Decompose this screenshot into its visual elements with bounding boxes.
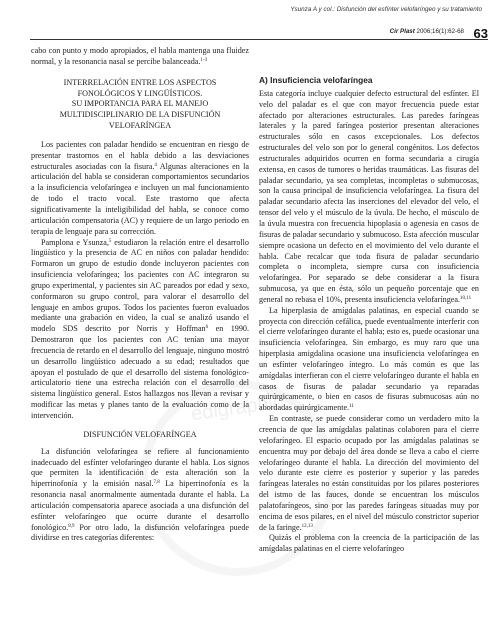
- section-heading-disfuncion: DISFUNCIÓN VELOFARÍNGEA: [83, 429, 197, 439]
- header-rule: [30, 39, 488, 40]
- right-column: [259, 46, 479, 555]
- watermark-logo: edigraphic: [189, 390, 285, 426]
- paragraph: La hiperplasia de amígdalas palatinas, en especial cuando se proyecta con dirección cefálica, puede eventualmente interferir con el cierre velofaríngeo durante el habla; esto es, puede ocasionar una insuficiencia velofaríngea. Sin embargo, es muy raro que una hiperplasia amigdalina ocasione una insuficiencia velofaríngea en un esfínter velofaríngeo íntegro. Lo más común es que las amígdalas interfieran con el cierre velofaríngeo durante el habla en casos de fisuras de paladar secundario ya reparadas quirúrgicamente, o bien en casos de fisuras submucosas aún no abordadas quirúrgicamente.$^{11}$: [259, 305, 479, 413]
- subsection-heading: A) Insuficiencia velofaríngea: [259, 75, 373, 85]
- paragraph: Los pacientes con paladar hendido se encuentran en riesgo de presentar trastornos en el habla debido a las desviaciones estructurales asociadas con la fisura.$^4$ Algunas alteraciones en la articulación del habla se consideran comportamientos secundarios a la insuficiencia velofaríngea e incluyen un mal funcionamiento de todo el tracto vocal. Este trastorno que afecta significativamente la inteligibilidad del habla, se conoce como articulación compensatoria (AC) y requiere de un largo periodo en terapia de lenguaje para su corrección.: [31, 139, 249, 236]
- paragraph: Pamplona e Ysunza,$^5$ estudiaron la relación entre el desarrollo lingüístico y la presencia de AC en niños con paladar hendido: Formaron un grupo de estudio donde incluyeron pacientes con insuficiencia velofaríngea; los pacientes con AC integraron su grupo experimental, y pacientes sin AC pareados por edad y sexo, conformaron su grupo control, para valorar el desarrollo del lenguaje en ambos grupos. Todos los pacientes fueron evaluados mediante una grabación en video, la cual se analizó usando el modelo SDS descrito por Norris y Hoffman$^6$ en 1990. Demostraron que los pacientes con AC tenían una mayor frecuencia de retardo en el desarrollo del lenguaje, ninguno mostró un desarrollo lingüístico adecuado a su edad; resultados que apoyan el postulado de que el desarrollo del sistema fonológico-articulatorio tiene una estrecha relación con el desarrollo del sistema lingüístico general. Estos hallazgos nos llevan a revisar y modificar las metas y planes tanto de la evaluación como de la intervención.: [31, 237, 250, 420]
- left-column: [31, 46, 249, 544]
- journal-citation: [390, 28, 464, 35]
- journal-name: Cir Plast: [389, 28, 415, 35]
- section-heading-interrelacion: INTERRELACIÓN ENTRE LOS ASPECTOS FONOLÓGICOS Y LINGÜÍSTICOS. SU IMPORTANCIA PARA EL MANEJO MULTIDISCIPLINARIO DE LA DISFUNCIÓN VELOFARÍNGEA: [59, 77, 221, 131]
- paragraph: Quizás el problema con la creencia de la participación de las amígdalas palatinas en el cierre velofaríngeo: [259, 533, 479, 554]
- paragraph: cabo con punto y modo apropiados, el habla mantenga una fluidez normal, y la resonancia nasal se percibe balanceada.$^{1-3}$: [31, 46, 249, 66]
- paragraph: Esta categoría incluye cualquier defecto estructural del esfínter. El velo del paladar es el que con mayor frecuencia puede estar afectado por alteraciones estructurales. Las paredes faríngeas laterales y la pared faríngea posterior presentan alteraciones estructurales sólo en casos excepcionales. Los defectos estructurales del velo son por lo general congénitos. Los defectos estructurales adquiridos ocurren en forma secundaria a cirugía extensa, en casos de tumores o heridas traumáticas. Las fisuras del paladar secundario, ya sea completas, incompletas o submucosas, son la causa principal de insuficiencia velofaríngea. La fisura del paladar secundario afecta las inserciones del elevador del velo, el tensor del velo y el músculo de la úvula. De hecho, el músculo de la úvula muestra con frecuencia hipoplasia o agenesia en casos de fisuras de paladar secundario y submucoso. Esta afección muscular siempre ocasiona un defecto en el movimiento del velo durante el habla. Cabe recalcar que toda fisura de paladar secundario completa o incompleta, siempre cursa con insuficiencia velofaríngea. Por separado se debe considerar a la fisura submucosa, ya que en ésta, sólo un pequeño porcentaje que en general no rebasa el 10%, presenta insuficiencia velofaríngea.$^{10,11}$: [259, 88, 479, 304]
- page-number: 63: [473, 26, 488, 41]
- paragraph: La disfunción velofaríngea se refiere al funcionamiento inadecuado del esfínter velofaríngeo durante el habla. Los signos que permiten la identificación de esta alteración son la hiperrinofonía y la emisión nasal.$^{7,8}$ La hiperrinofonía es la resonancia nasal anormalmente aumentada durante el habla. La articulación compensatoria aparece asociada a una disfunción del esfínter velofaríngeo que ocurre durante el desarrollo fonológico.$^{8,9}$ Por otro lado, la disfunción velofaríngea puede dividirse en tres categorías diferentes:: [31, 446, 249, 543]
- citation-details: 2006;16(1):62-68: [416, 28, 464, 35]
- paragraph: En contraste, se puede considerar como un verdadero mito la creencia de que las amígdalas palatinas colaboren para el cierre velofaríngeo. El espacio ocupado por las amígdalas palatinas se encuentra muy por debajo del área donde se lleva a cabo el cierre velofaríngeo durante el habla. La dirección del movimiento del velo durante este cierre es posterior y superior y las paredes faríngeas laterales no están constituidas por los pilares posteriores del istmo de las fauces, donde se encuentran los músculos palatofaríngeos, sino por las paredes faríngeas situadas muy por encima de esos pilares, en el nivel del músculo constrictor superior de la faringe.$^{12,13}$: [259, 414, 479, 532]
- running-header: Ysunza A y col.: Disfunción del esfínter velofaríngeo y su tratamiento: [290, 6, 482, 13]
